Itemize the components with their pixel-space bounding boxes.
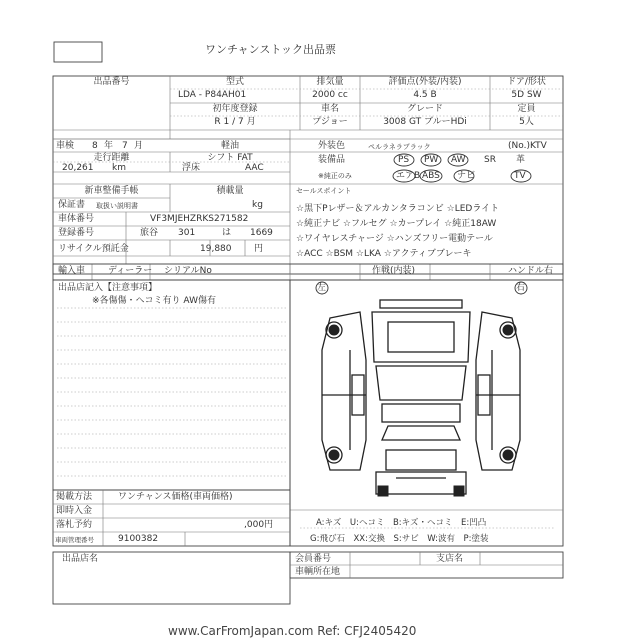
selling-point-3: ☆ワイヤレスチャージ ☆ハンズフリー電動テール <box>296 234 493 244</box>
car-diagram <box>322 300 520 496</box>
plate-area: 旅谷 <box>140 228 159 238</box>
loading-label: 積載量 <box>216 186 244 196</box>
inspection-month: 7 <box>122 141 128 151</box>
shift-pos-value: 浮床 <box>182 163 201 173</box>
warranty-label: 保証書 <box>58 200 86 210</box>
import-dealer: ディーラー <box>108 266 153 276</box>
door-label: ドア/形状 <box>507 77 546 87</box>
exterior-color-value: ペルラネラブラック <box>368 143 431 151</box>
recycle-unit: 円 <box>254 244 264 254</box>
equip-ps: PS <box>398 155 410 165</box>
equip-tv: TV <box>514 171 526 181</box>
handle-label: ハンドル右 <box>508 266 554 276</box>
inspection-label: 車検 <box>56 141 75 151</box>
capacity-label: 定員 <box>517 104 536 114</box>
source-value: 9100382 <box>118 534 159 544</box>
mileage-label: 走行距離 <box>93 153 130 163</box>
maintenance-label: 新車整備手帳 <box>84 186 139 196</box>
capacity-value: 5人 <box>519 117 534 127</box>
recycle-value: 19,880 <box>200 244 232 254</box>
fuel-value: 軽油 <box>220 141 239 151</box>
contract-label: 落札予約 <box>56 520 93 530</box>
first-reg-label: 初年度登録 <box>212 104 258 114</box>
legend-line-1: A:キズ U:ヘコミ B:キズ・ヘコミ E:凹凸 <box>316 518 487 528</box>
vin-label: 車体番号 <box>58 214 95 224</box>
equip-navi: ナビ <box>457 171 476 181</box>
equipment-note: ※純正のみ <box>318 172 352 180</box>
mileage-unit: km <box>112 163 126 173</box>
equipment-label: 装備品 <box>318 155 346 165</box>
color-no-value: (No.)KTV <box>508 141 547 151</box>
grade-value: 3008 GT ブルーHDi <box>383 117 467 127</box>
stamp-box <box>54 42 102 62</box>
interior-label: 作戦(内装) <box>372 266 416 276</box>
rating-value: 4.5 B <box>413 90 437 100</box>
selling-point-1: ☆黒下Pレザー＆アルカンタラコンビ ☆LEDライト <box>296 204 500 214</box>
method-label: 掲載方法 <box>56 492 93 502</box>
form-title: ワンチャンストック出品票 <box>205 43 337 56</box>
diagram-left-label: 左 <box>317 283 327 293</box>
displacement-label: 排気量 <box>316 77 344 87</box>
month-unit: 月 <box>134 141 144 151</box>
plate-kana: は <box>222 228 232 238</box>
manual-label: 取扱い説明書 <box>96 202 138 210</box>
ac-value: AAC <box>245 163 264 173</box>
rating-label: 評価点(外装/内装) <box>388 77 462 87</box>
equip-pw: PW <box>424 155 439 165</box>
mileage-value: 20,261 <box>62 163 94 173</box>
diagram-right-label: 右 <box>516 283 526 293</box>
selling-point-2: ☆純正ナビ ☆フルセグ ☆カープレイ ☆純正18AW <box>296 219 497 229</box>
instant-label: 即時入金 <box>56 506 93 516</box>
price-value: ,000円 <box>244 520 274 530</box>
plate-number: 1669 <box>250 228 273 238</box>
door-value: 5D SW <box>511 90 542 100</box>
lot-label: 出品番号 <box>93 77 130 87</box>
year-unit: 年 <box>104 141 114 151</box>
serial-label: シリアルNo <box>164 266 212 276</box>
notes-label: 出品店記入【注意事項】 <box>58 283 158 293</box>
legend-line-2: G:飛び石 XX:交換 S:サビ W:波有 P:塗装 <box>310 534 489 544</box>
car-name-label: 車名 <box>320 104 339 114</box>
exhibitor-label: 出品店名 <box>62 554 99 564</box>
grade-label: グレード <box>406 104 443 114</box>
member-label: 会員番号 <box>295 554 332 564</box>
equip-sr: SR <box>484 155 496 165</box>
footer-watermark: www.CarFromJapan.com Ref: CFJ2405420 <box>168 624 417 638</box>
import-label: 輸入車 <box>58 266 86 276</box>
location-label: 車輌所在地 <box>295 567 341 577</box>
equip-airbag: エアB <box>396 171 421 181</box>
plate-class: 301 <box>178 228 196 238</box>
equip-aw: AW <box>451 155 466 165</box>
exterior-color-label: 外装色 <box>318 141 346 151</box>
source-label: 車両管理番号 <box>55 536 94 544</box>
plate-label: 登録番号 <box>58 228 95 238</box>
branch-label: 支店名 <box>436 554 464 564</box>
equip-leather: 革 <box>516 155 526 165</box>
method-value: ワンチャンス価格(車両価格) <box>118 492 233 502</box>
vin-value: VF3MJEHZRKS271582 <box>150 214 249 224</box>
inspection-year: 8 <box>92 141 98 151</box>
first-reg-value: R 1 / 7 月 <box>214 117 256 127</box>
shift-label: シフト FAT <box>207 153 253 163</box>
notes-line-1: ※各傷傷・ヘコミ有り AW傷有 <box>92 296 216 306</box>
car-name-value: プジョー <box>312 117 348 127</box>
equip-abs: ABS <box>422 171 440 181</box>
model-label: 型式 <box>225 77 244 87</box>
model-value: LDA - P84AH01 <box>178 90 247 100</box>
recycle-label: リサイクル預託金 <box>58 244 129 254</box>
selling-points-label: セールスポイント <box>296 187 352 195</box>
displacement-value: 2000 cc <box>312 90 348 100</box>
selling-point-4: ☆ACC ☆BSM ☆LKA ☆アクティブブレーキ <box>296 249 472 259</box>
loading-unit: kg <box>252 200 263 210</box>
